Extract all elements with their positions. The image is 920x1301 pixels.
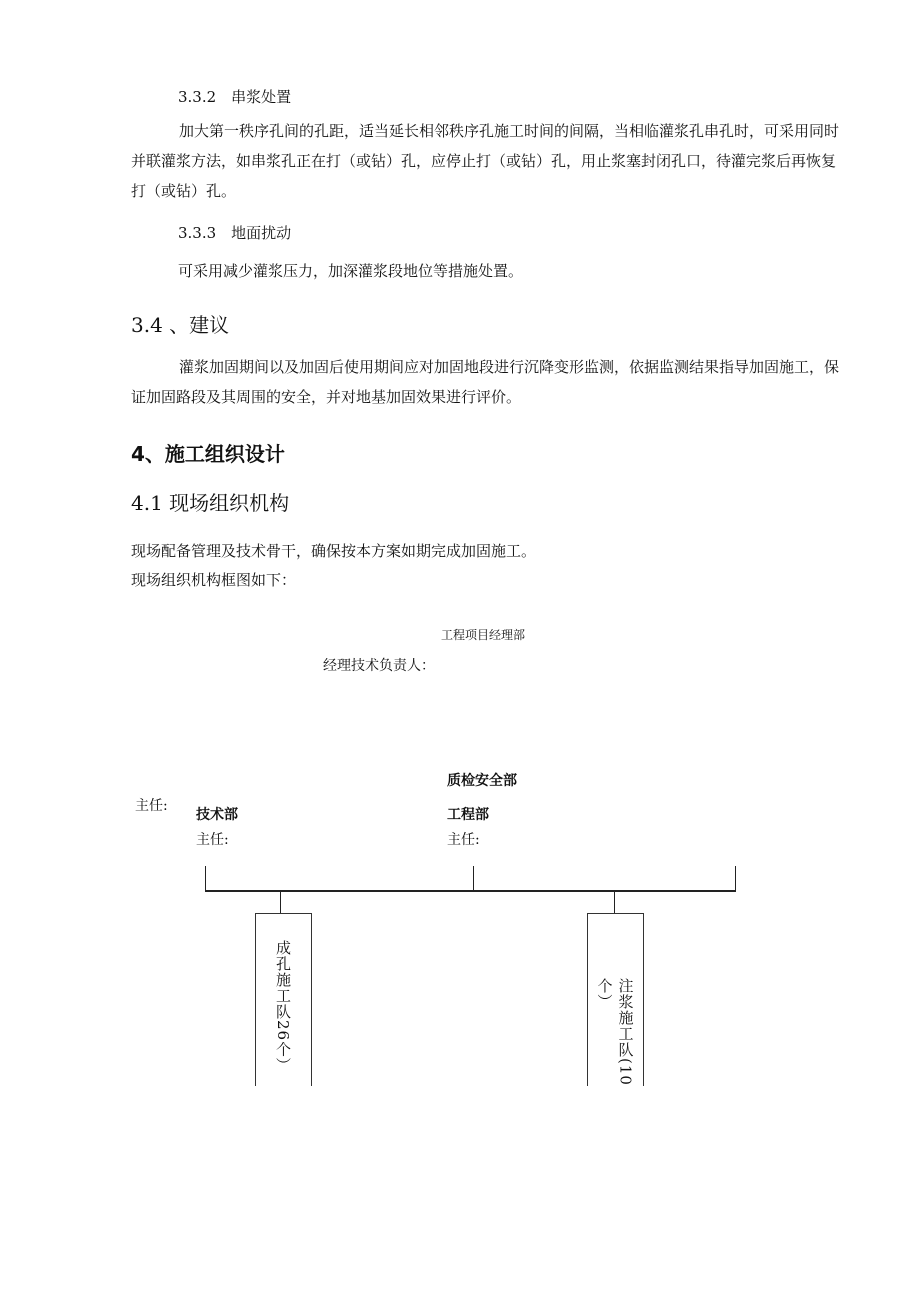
section-333-body: 可采用减少灌浆压力，加深灌浆段地位等措施处置。 (178, 262, 524, 280)
dept-qa-label: 质检安全部 (447, 773, 517, 789)
org-horizontal-connector (205, 890, 736, 892)
dept-qa-head: 主任: (135, 798, 168, 814)
team-drill-label: 成孔施工队26个） (274, 940, 292, 1074)
org-connector-drill (280, 891, 281, 913)
org-connector-grout (614, 891, 615, 913)
org-top-subtitle: 经理技术负责人： (323, 658, 435, 674)
section-333-title: 3.3.3 地面扰动 (178, 224, 292, 242)
team-grout-box (587, 913, 644, 1086)
dept-eng-head: 主任: (447, 832, 480, 848)
section-4-heading: 4、施工组织设计 (131, 442, 285, 466)
section-41-line1: 现场配备管理及技术骨干，确保按本方案如期完成加固施工。 (131, 542, 537, 560)
section-332-body: 加大第一秩序孔间的孔距，适当延长相邻秩序孔施工时间的间隔，当相临灌浆孔串孔时，可采用同时并联灌浆方法，如串浆孔正在打（或钻）孔，应停止打（或钻）孔，用止浆塞封闭孔口，待灌完浆后再恢复打（或钻）孔。 (131, 122, 840, 200)
org-connector-middle (473, 866, 474, 892)
dept-eng-label: 工程部 (447, 807, 489, 823)
section-332-title: 3.3.2 串浆处置 (178, 88, 292, 106)
dept-tech-head: 主任: (196, 832, 229, 848)
team-drill-box (255, 913, 312, 1086)
org-top-title: 工程项目经理部 (441, 628, 526, 642)
section-34-heading: 3.4 、建议 (131, 313, 230, 337)
section-34-body: 灌浆加固期间以及加固后使用期间应对加固地段进行沉降变形监测，依据监测结果指导加固施工，保证加固路段及其周围的安全，并对地基加固效果进行评价。 (131, 358, 840, 406)
section-41-heading: 4.1 现场组织机构 (131, 491, 290, 515)
org-connector-right (735, 866, 736, 892)
org-connector-left (205, 866, 206, 892)
dept-tech-label: 技术部 (196, 807, 238, 823)
section-41-line2: 现场组织机构框图如下： (131, 571, 297, 589)
team-grout-label: 注浆施工队(10个） (595, 978, 635, 1086)
